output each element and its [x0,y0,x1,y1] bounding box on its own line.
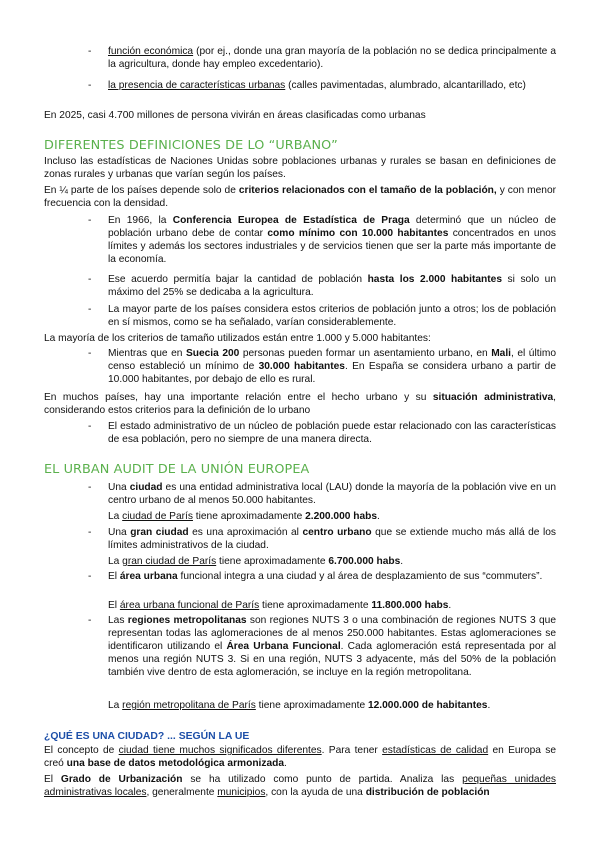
list-item: La mayor parte de los países considera estos criterios de población junto a otros; los de población en sí mismos, como se ha señalado, varían considerablemente. [108,304,556,328]
list-item: El área urbana funcional integra a una ciudad y al área de desplazamiento de sus “commuters”. [108,571,543,582]
section-heading-definiciones: DIFERENTES DEFINICIONES DE LO “URBANO” [44,138,338,153]
bullet-dash: - [88,80,92,91]
bullet-dash: - [88,46,92,57]
list-item: Una ciudad es una entidad administrativa local (LAU) donde la mayoría de la población vive en un centro urbano de al menos 50.000 habitantes. [108,482,556,506]
example-line: El área urbana funcional de París tiene aproximadamente 11.800.000 habs. [108,600,452,611]
bullet-dash: - [88,274,92,285]
list-item: El estado administrativo de un núcleo de población puede estar relacionado con las características de esa población, pero no siempre de una manera directa. [108,421,556,445]
example-line: La gran ciudad de París tiene aproximadamente 6.700.000 habs. [108,556,404,567]
section-heading-que-es-ciudad: ¿QUÉ ES UNA CIUDAD? ... SEGÚN LA UE [44,731,250,742]
list-item: Una gran ciudad es una aproximación al centro urbano que se extiende mucho más allá de los límites administrativos de la ciudad. [108,527,556,551]
paragraph: El concepto de ciudad tiene muchos significados diferentes. Para tener estadísticas de calidad en Europa se creó una base de datos metodológica armonizada. [44,745,557,769]
bullet-dash: - [88,215,92,226]
list-item: En 1966, la Conferencia Europea de Estadística de Praga determinó que un núcleo de población urbano debe de contar como mínimo con 10.000 habitantes concentrados en unos límites y además los sectores industriales y de servicios tienen que ser la parte más importante de la economía. [108,215,556,265]
list-item: Las regiones metropolitanas son regiones NUTS 3 o una combinación de regiones NUTS 3 que representan todas las aglomeraciones de al menos 250.000 habitantes. Estas aglomeraciones se identificaron utilizando el Área Urbana Funcional. Cada aglomeración está representada por al menos una región NUTS 3. Si en una región, NUTS 3 adyacente, más del 50% de la población también vive dentro de esta aglomeración, se incluye en la región metropolitana. [108,615,556,678]
list-item: la presencia de características urbanas (calles pavimentadas, alumbrado, alcantarillado, etc) [108,80,526,91]
paragraph: El Grado de Urbanización se ha utilizado como punto de partida. Analiza las pequeñas unidades administrativas locales, generalmente municipios, con la ayuda de una distribución de población [44,774,557,798]
paragraph: En ¼ parte de los países depende solo de criterios relacionados con el tamaño de la población, y con menor frecuencia con la densidad. [44,185,556,209]
list-item: Mientras que en Suecia 200 personas pueden formar un asentamiento urbano, en Mali, el último censo estableció un mínimo de 30.000 habitantes. En España se considera urbano a partir de 10.000 habitantes, por debajo de ello es rural. [108,348,557,385]
paragraph: La mayoría de los criterios de tamaño utilizados están entre 1.000 y 5.000 habitantes: [44,333,431,344]
list-item: función económica (por ej., donde una gran mayoría de la población no se dedica principalmente a la agricultura, donde hay empleo excedentario). [108,46,556,70]
bullet-dash: - [88,615,92,626]
bullet-dash: - [88,348,92,359]
bullet-dash: - [88,571,92,582]
bullet-dash: - [88,482,92,493]
bullet-dash: - [88,527,92,538]
bullet-dash: - [88,304,92,315]
list-item: Ese acuerdo permitía bajar la cantidad de población hasta los 2.000 habitantes si solo un máximo del 25% se dedicaba a la agricultura. [108,274,557,298]
example-line: La ciudad de París tiene aproximadamente 2.200.000 habs. [108,511,380,522]
example-line: La región metropolitana de París tiene aproximadamente 12.000.000 de habitantes. [108,700,491,711]
paragraph: Incluso las estadísticas de Naciones Unidas sobre poblaciones urbanas y rurales se basan en definiciones de zonas rurales y urbanas que varían según los países. [44,156,556,180]
paragraph: En muchos países, hay una importante relación entre el hecho urbano y su situación administrativa, considerando estos criterios para la definición de lo urbano [44,392,556,416]
section-heading-urban-audit: EL URBAN AUDIT DE LA UNIÓN EUROPEA [44,462,310,477]
intro-note: En 2025, casi 4.700 millones de persona vivirán en áreas clasificadas como urbanas [44,110,426,121]
bullet-dash: - [88,421,92,432]
